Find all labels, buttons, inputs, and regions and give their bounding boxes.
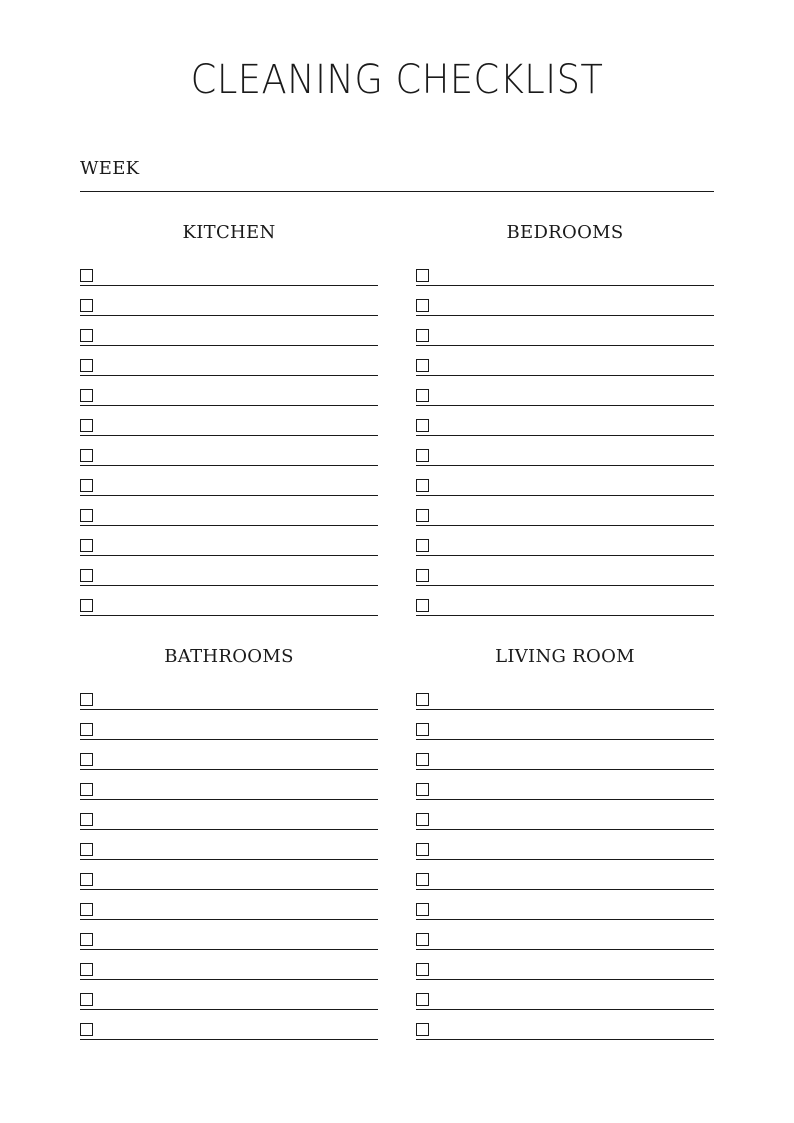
checklist-item[interactable] xyxy=(416,407,714,437)
checklist-item[interactable] xyxy=(416,557,714,587)
write-line[interactable] xyxy=(80,555,378,556)
checkbox[interactable] xyxy=(80,873,93,886)
write-line[interactable] xyxy=(416,859,714,860)
checkbox[interactable] xyxy=(80,599,93,612)
checkbox[interactable] xyxy=(416,509,429,522)
write-line[interactable] xyxy=(80,1009,378,1010)
checkbox[interactable] xyxy=(416,963,429,976)
write-line[interactable] xyxy=(416,315,714,316)
write-line[interactable] xyxy=(80,615,378,616)
checklist-item[interactable] xyxy=(80,497,378,527)
checkbox[interactable] xyxy=(416,329,429,342)
write-line[interactable] xyxy=(80,375,378,376)
write-line[interactable] xyxy=(416,1009,714,1010)
write-line[interactable] xyxy=(416,919,714,920)
write-line[interactable] xyxy=(416,709,714,710)
write-line[interactable] xyxy=(80,859,378,860)
checkbox[interactable] xyxy=(416,813,429,826)
write-line[interactable] xyxy=(416,1039,714,1040)
checklist-item[interactable] xyxy=(416,741,714,771)
checkbox[interactable] xyxy=(80,1023,93,1036)
section-title-living-room: LIVING ROOM xyxy=(495,646,635,667)
checklist-item[interactable] xyxy=(416,771,714,801)
write-line[interactable] xyxy=(80,709,378,710)
checklist-bathrooms xyxy=(80,681,378,1041)
write-line[interactable] xyxy=(80,799,378,800)
write-line[interactable] xyxy=(416,615,714,616)
checklist-item[interactable] xyxy=(416,437,714,467)
checklist-item[interactable] xyxy=(80,741,378,771)
write-line[interactable] xyxy=(416,435,714,436)
section-living-room xyxy=(416,642,714,672)
checklist-item[interactable] xyxy=(80,287,378,317)
checkbox[interactable] xyxy=(80,509,93,522)
checkbox[interactable] xyxy=(416,479,429,492)
write-line[interactable] xyxy=(80,739,378,740)
checklist-item[interactable] xyxy=(80,981,378,1011)
write-line[interactable] xyxy=(416,345,714,346)
checkbox[interactable] xyxy=(416,599,429,612)
write-line[interactable] xyxy=(80,979,378,980)
checklist-item[interactable] xyxy=(80,587,378,617)
checkbox[interactable] xyxy=(416,359,429,372)
checkbox[interactable] xyxy=(416,569,429,582)
checklist-item[interactable] xyxy=(80,771,378,801)
section-title-bathrooms: BATHROOMS xyxy=(164,646,294,667)
checklist-item[interactable] xyxy=(80,257,378,287)
write-line[interactable] xyxy=(416,405,714,406)
checklist-item[interactable] xyxy=(80,681,378,711)
write-line[interactable] xyxy=(416,799,714,800)
checklist-item[interactable] xyxy=(416,1011,714,1041)
checklist-item[interactable] xyxy=(416,681,714,711)
write-line[interactable] xyxy=(416,739,714,740)
write-line[interactable] xyxy=(80,919,378,920)
checklist-item[interactable] xyxy=(80,527,378,557)
write-line[interactable] xyxy=(80,769,378,770)
section-kitchen xyxy=(80,218,378,248)
write-line[interactable] xyxy=(80,829,378,830)
checkbox[interactable] xyxy=(416,299,429,312)
checklist-item[interactable] xyxy=(80,407,378,437)
checkbox[interactable] xyxy=(416,539,429,552)
checkbox[interactable] xyxy=(80,753,93,766)
checklist-item[interactable] xyxy=(416,921,714,951)
checklist-item[interactable] xyxy=(80,347,378,377)
write-line[interactable] xyxy=(416,555,714,556)
checkbox[interactable] xyxy=(416,1023,429,1036)
checkbox[interactable] xyxy=(80,569,93,582)
write-line[interactable] xyxy=(80,585,378,586)
checklist-item[interactable] xyxy=(80,317,378,347)
checklist-item[interactable] xyxy=(80,711,378,741)
checklist-item[interactable] xyxy=(416,287,714,317)
checkbox[interactable] xyxy=(416,723,429,736)
week-field[interactable] xyxy=(80,155,714,192)
checklist-item[interactable] xyxy=(80,1011,378,1041)
checkbox[interactable] xyxy=(80,359,93,372)
write-line[interactable] xyxy=(416,585,714,586)
checklist-item[interactable] xyxy=(416,891,714,921)
section-title-bedrooms: BEDROOMS xyxy=(506,222,624,243)
checkbox[interactable] xyxy=(80,903,93,916)
checkbox[interactable] xyxy=(80,993,93,1006)
checkbox[interactable] xyxy=(416,783,429,796)
checkbox[interactable] xyxy=(416,903,429,916)
write-line[interactable] xyxy=(416,285,714,286)
checkbox[interactable] xyxy=(80,723,93,736)
checkbox[interactable] xyxy=(80,329,93,342)
checkbox[interactable] xyxy=(80,843,93,856)
checkbox[interactable] xyxy=(80,299,93,312)
write-line[interactable] xyxy=(80,465,378,466)
checkbox[interactable] xyxy=(416,873,429,886)
checklist-item[interactable] xyxy=(80,891,378,921)
checklist-item[interactable] xyxy=(80,831,378,861)
write-line[interactable] xyxy=(80,435,378,436)
checklist-item[interactable] xyxy=(416,497,714,527)
checklist-item[interactable] xyxy=(416,981,714,1011)
checklist-item[interactable] xyxy=(80,377,378,407)
write-line[interactable] xyxy=(80,889,378,890)
checkbox[interactable] xyxy=(80,693,93,706)
checkbox[interactable] xyxy=(80,419,93,432)
checklist-item[interactable] xyxy=(80,861,378,891)
checklist-living-room xyxy=(416,681,714,1041)
checklist-item[interactable] xyxy=(80,921,378,951)
write-line[interactable] xyxy=(416,465,714,466)
checklist-item[interactable] xyxy=(416,861,714,891)
checkbox[interactable] xyxy=(416,993,429,1006)
write-line[interactable] xyxy=(80,345,378,346)
checkbox[interactable] xyxy=(80,539,93,552)
page-title: CLEANING CHECKLIST xyxy=(190,57,604,103)
checkbox[interactable] xyxy=(416,933,429,946)
checklist-item[interactable] xyxy=(80,951,378,981)
checkbox[interactable] xyxy=(416,449,429,462)
checklist-item[interactable] xyxy=(80,557,378,587)
section-bedrooms xyxy=(416,218,714,248)
checkbox[interactable] xyxy=(80,389,93,402)
section-title-kitchen: KITCHEN xyxy=(182,222,276,243)
write-line[interactable] xyxy=(416,829,714,830)
checkbox[interactable] xyxy=(80,783,93,796)
write-line[interactable] xyxy=(80,525,378,526)
section-bathrooms xyxy=(80,642,378,672)
write-line[interactable] xyxy=(416,949,714,950)
write-line[interactable] xyxy=(416,769,714,770)
week-label: WEEK xyxy=(80,158,140,179)
checklist-item[interactable] xyxy=(416,467,714,497)
write-line[interactable] xyxy=(80,285,378,286)
checklist-item[interactable] xyxy=(416,317,714,347)
checklist-kitchen xyxy=(80,257,378,617)
write-line[interactable] xyxy=(416,889,714,890)
write-line[interactable] xyxy=(80,405,378,406)
write-line[interactable] xyxy=(416,979,714,980)
write-line[interactable] xyxy=(80,1039,378,1040)
checkbox[interactable] xyxy=(416,269,429,282)
write-line[interactable] xyxy=(80,495,378,496)
write-line[interactable] xyxy=(80,949,378,950)
checklist-item[interactable] xyxy=(416,711,714,741)
checklist-item[interactable] xyxy=(416,527,714,557)
write-line[interactable] xyxy=(416,375,714,376)
checkbox[interactable] xyxy=(80,479,93,492)
write-line[interactable] xyxy=(80,315,378,316)
checkbox[interactable] xyxy=(80,933,93,946)
checkbox[interactable] xyxy=(416,693,429,706)
checklist-item[interactable] xyxy=(80,467,378,497)
checklist-item[interactable] xyxy=(416,801,714,831)
checklist-item[interactable] xyxy=(80,801,378,831)
write-line[interactable] xyxy=(416,525,714,526)
write-line[interactable] xyxy=(416,495,714,496)
checkbox[interactable] xyxy=(80,963,93,976)
checklist-item[interactable] xyxy=(416,831,714,861)
checklist-item[interactable] xyxy=(416,347,714,377)
checklist-item[interactable] xyxy=(416,377,714,407)
checklist-bedrooms xyxy=(416,257,714,617)
checklist-item[interactable] xyxy=(80,437,378,467)
checklist-item[interactable] xyxy=(416,587,714,617)
checkbox[interactable] xyxy=(416,419,429,432)
checkbox[interactable] xyxy=(416,843,429,856)
checkbox[interactable] xyxy=(80,813,93,826)
checkbox[interactable] xyxy=(416,389,429,402)
checkbox[interactable] xyxy=(416,753,429,766)
checkbox[interactable] xyxy=(80,269,93,282)
checklist-item[interactable] xyxy=(416,951,714,981)
checklist-item[interactable] xyxy=(416,257,714,287)
checkbox[interactable] xyxy=(80,449,93,462)
